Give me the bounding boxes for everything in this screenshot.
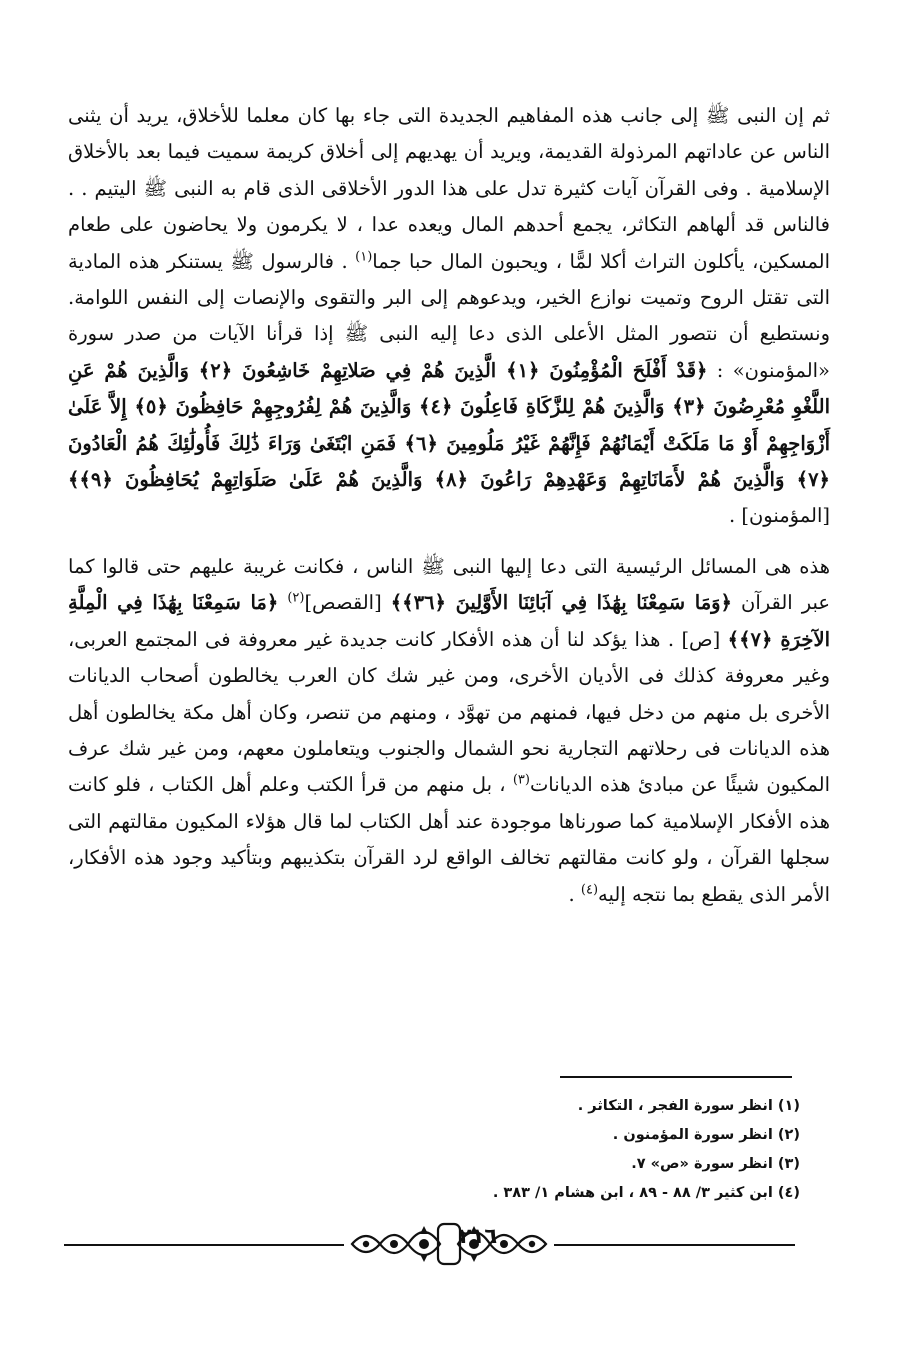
text-run: . فالرسول ﷺ يستنكر هذه المادية التى تقتل الروح وتميت نوازع الخير، ويدعوهم إلى البر والتقوى والإنصات إلى النفس اللوامة. ونستطيع أن نتصور المثل الأعلى الذى دعا إليه النبى ﷺ إذا قرأنا الآيات من صدر سورة «المؤمنون» :	[68, 249, 830, 382]
quran-verse: ﴿قَدْ أَفْلَحَ الْمُؤْمِنُونَ ﴿١﴾ الَّذِينَ هُمْ فِي صَلاتِهِمْ خَاشِعُونَ ﴿٢﴾ وَالَّذِينَ هُمْ عَنِ اللَّغْوِ مُعْرِضُونَ ﴿٣﴾ وَالَّذِينَ هُمْ لِلزَّكَاةِ فَاعِلُونَ ﴿٤﴾ وَالَّذِينَ هُمْ لِفُرُوجِهِمْ حَافِظُونَ ﴿٥﴾ إِلاَّ عَلَىٰ أَزْوَاجِهِمْ أَوْ مَا مَلَكَتْ أَيْمَانُهُمْ فَإِنَّهُمْ غَيْرُ مَلُومِينَ ﴿٦﴾ فَمَنِ ابْتَغَىٰ وَرَاءَ ذَٰلِكَ فَأُولَٰئِكَ هُمُ الْعَادُونَ ﴿٧﴾ وَالَّذِينَ هُمْ لأَمَانَاتِهِمْ وَعَهْدِهِمْ رَاعُونَ ﴿٨﴾ وَالَّذِينَ هُمْ عَلَىٰ صَلَوَاتِهِمْ يُحَافِظُونَ ﴿٩﴾﴾	[68, 358, 830, 492]
footnote: (٤) ابن كثير ٣/ ٨٨ - ٨٩ ، ابن هشام ١/ ٣٨٣ .	[492, 1185, 800, 1201]
footnote: (١) انظر سورة الفجر ، التكاثر .	[577, 1098, 800, 1114]
text-run: [ص] . هذا يؤكد لنا أن هذه الأفكار كانت جديدة غير معروفة فى المجتمع العربى، وغير معروفة كذلك فى الأديان الأخرى، ومن غير شك كان العرب يخالطون أصحاب الديانات الأخرى بل منهم من دخل فيها، فمنهم من تهوَّد ، ومنهم من تنصر، وكان أهل مكة يخالطون أهل هذه الديانات فى رحلاتهم التجارية نحو الشمال والجنوب ويتعاملون معهم، ومن غير شك عرف المكيون شيئًا عن مبادئ هذه الديانات	[68, 627, 830, 797]
page-footer	[64, 1214, 795, 1266]
text-run: [القصص]	[304, 591, 391, 615]
body-text	[68, 98, 830, 913]
footnote-ref: (٤)	[580, 882, 599, 898]
paragraph	[68, 549, 830, 913]
text-run: ثم إن النبى ﷺ إلى جانب هذه المفاهيم الجديدة التى جاء بها كان معلما للأخلاق، يريد أن يثنى الناس عن عاداتهم المرذولة القديمة، ويريد أن يهديهم إلى أخلاق كريمة سميت فيما بعد بالأخلاق الإسلامية . وفى القرآن آيات كثيرة تدل على هذا الدور الأخلاقى الذى قام به النبى ﷺ اليتيم . . فالناس قد ألهاهم التكاثر، يجمع أحدهم المال ويعده عدا ، لا يكرمون ولا يحاضون على طعام المسكين، يأكلون التراث أكلا لمًّا ، ويحبون المال حبا جما	[68, 104, 830, 273]
ornament-icon	[344, 1214, 554, 1266]
text-run: هذه هى المسائل الرئيسية التى دعا إليها النبى ﷺ الناس ، فكانت غريبة عليهم حتى قالوا كما عبر القرآن	[68, 554, 831, 615]
footnote-ref: (٣)	[512, 772, 530, 788]
footnote-ref: (١)	[355, 249, 373, 265]
quran-verse: ﴿مَا سَمِعْنَا بِهَٰذَا فِي الْمِلَّةِ الآخِرَةِ ﴿٧﴾﴾	[68, 591, 830, 651]
footnote: (٣) انظر سورة «ص» ٧.	[631, 1156, 800, 1172]
page-number: ٢١٦	[458, 1224, 498, 1248]
quran-verse: ﴿وَمَا سَمِعْنَا بِهَٰذَا فِي آبَائِنَا الأَوَّلِينَ ﴿٣٦﴾﴾	[390, 591, 732, 615]
footnotes	[240, 1092, 800, 1208]
footnote-ref: (٢)	[287, 590, 305, 606]
paragraph	[68, 98, 830, 535]
footnote: (٢) انظر سورة المؤمنون .	[612, 1127, 800, 1143]
text-run	[278, 591, 287, 614]
footnote-separator	[560, 1076, 792, 1078]
text-run: .	[568, 882, 581, 906]
text-run: [المؤمنون] .	[728, 504, 830, 528]
text-run: ، بل منهم من قرأ الكتب وعلم أهل الكتاب ، فلو كانت هذه الأفكار الإسلامية كما صورناها موجودة عند أهل الكتاب لما قال هؤلاء المكيون مقالتهم التى سجلها القرآن ، ولو كانت مقالتهم تخالف الواقع لرد القرآن بتكذيبهم وبتأكيد وجود هذه الأفكار، الأمر الذى يقطع بما نتجه إليه	[68, 773, 830, 906]
